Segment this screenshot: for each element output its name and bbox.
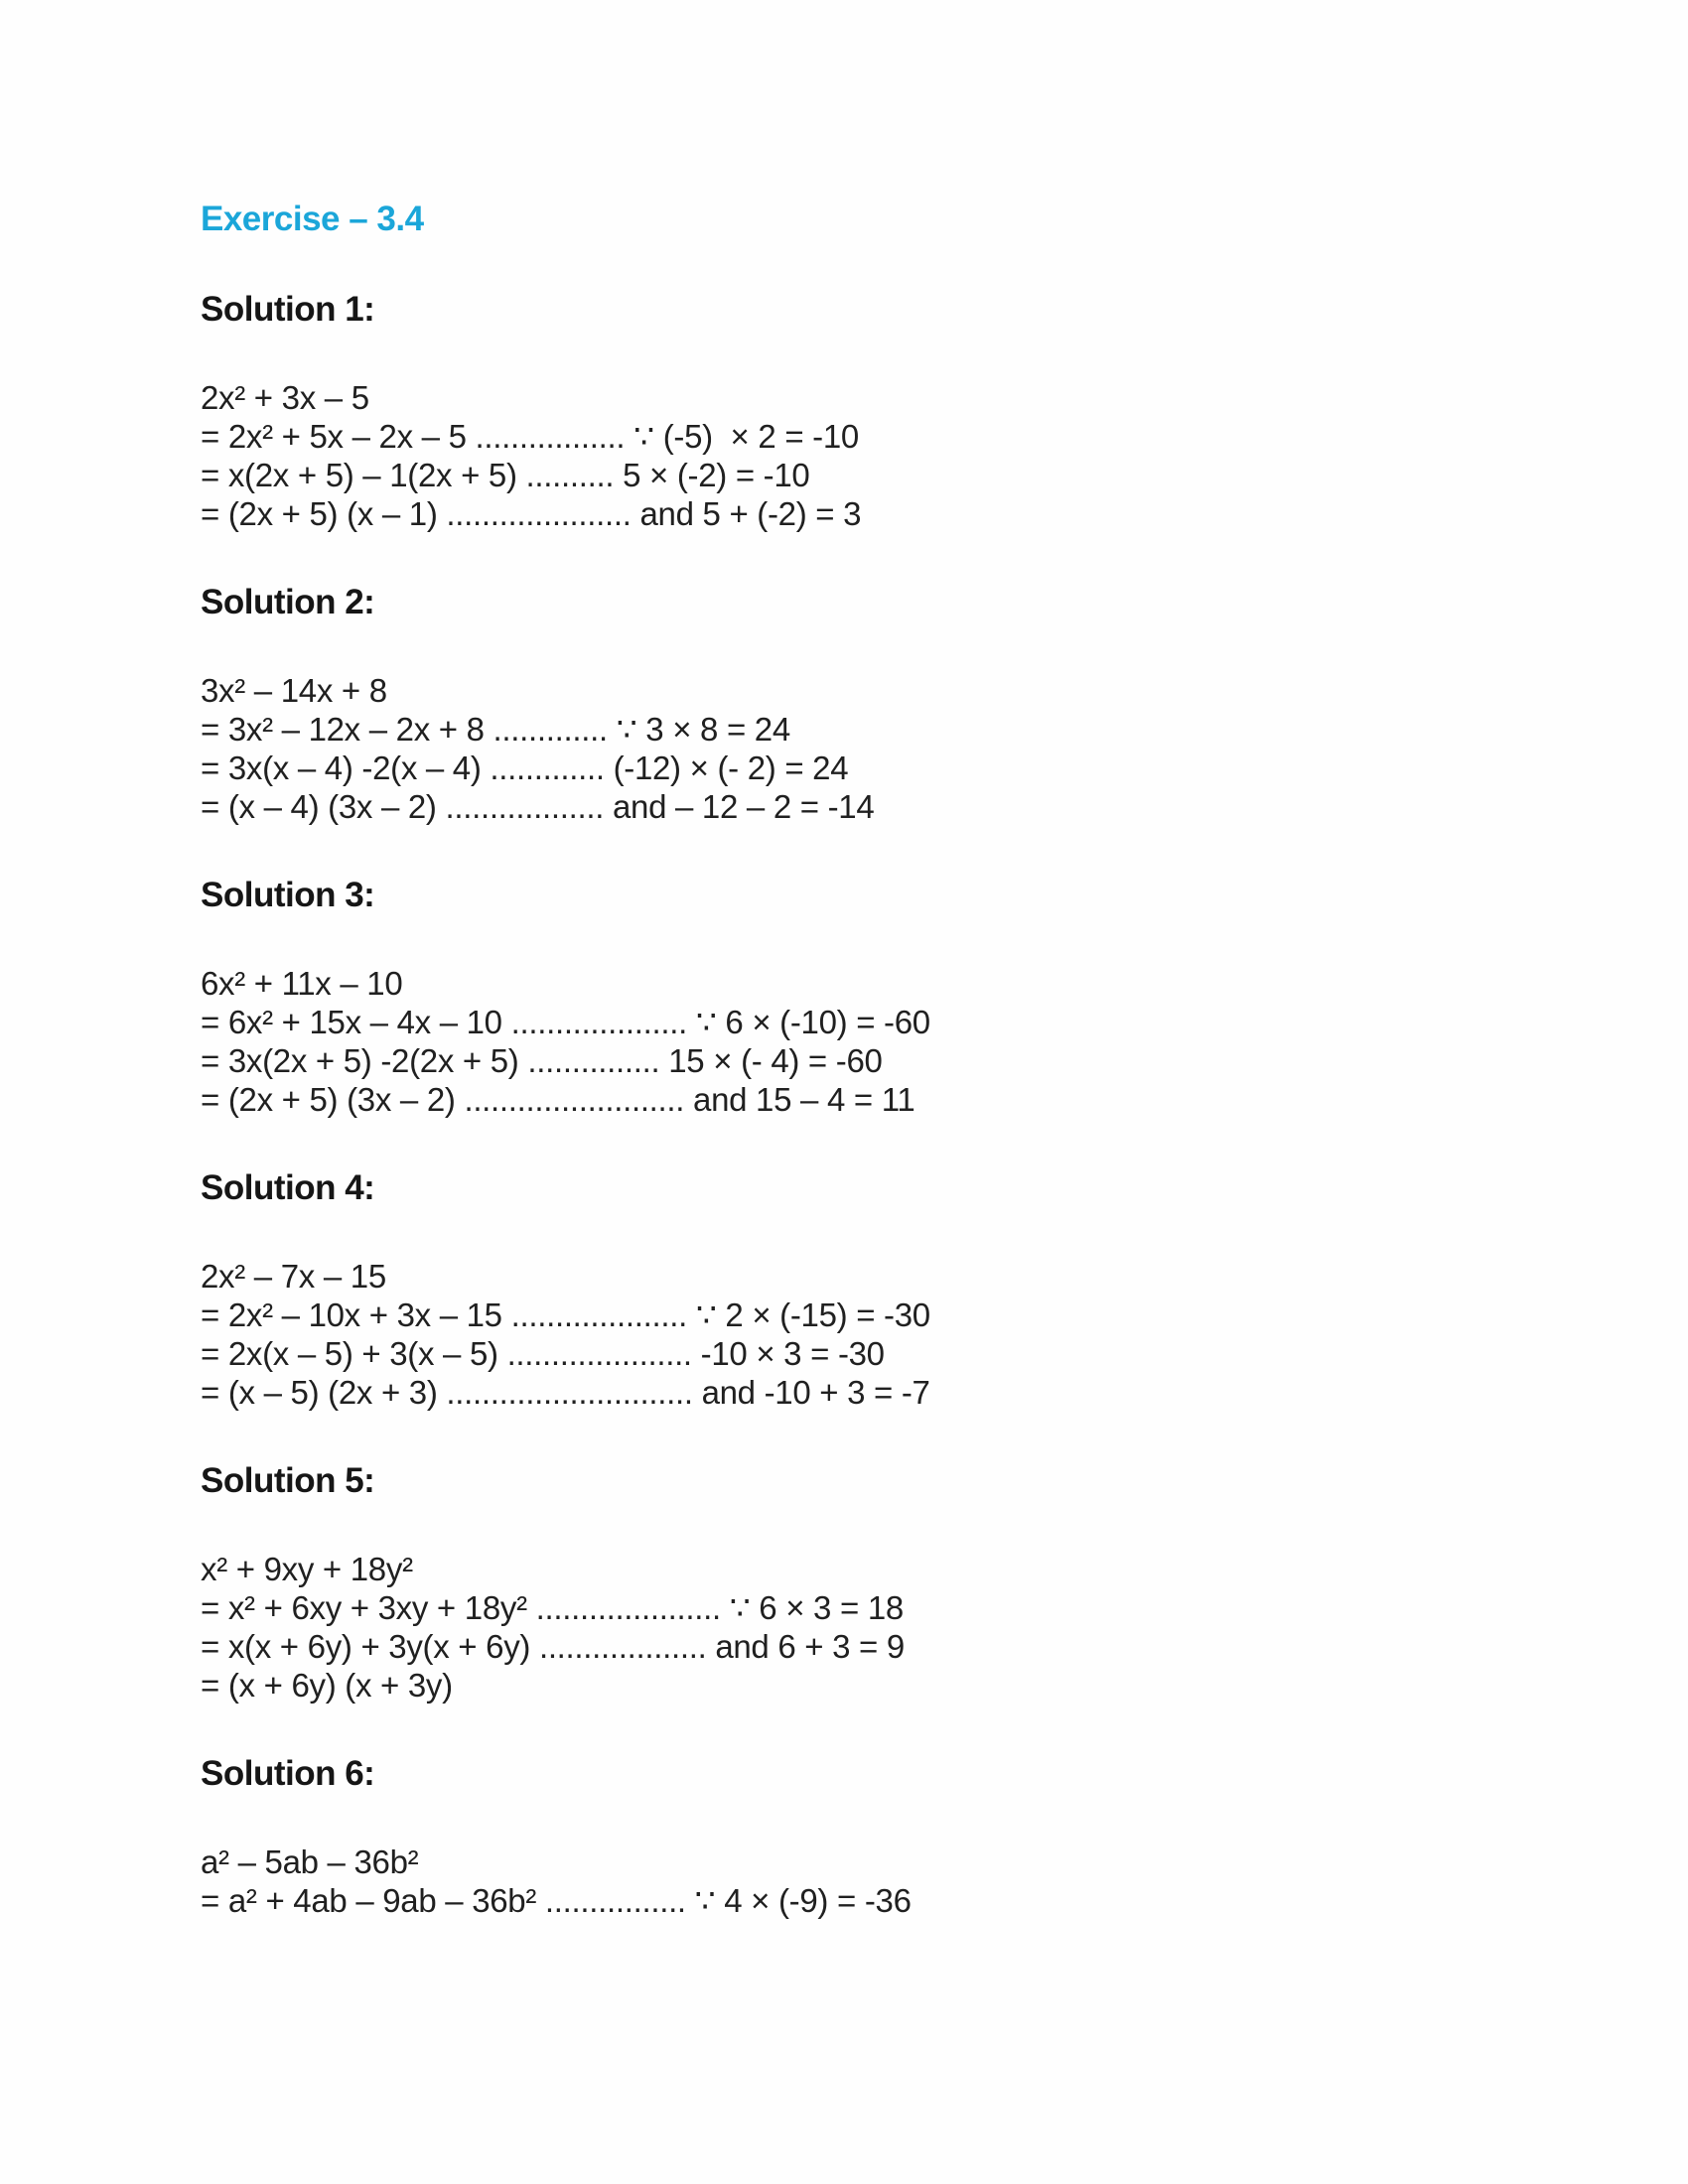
math-line: = (x – 4) (3x – 2) .................. and – 12 – 2 = -14 bbox=[201, 788, 875, 825]
document-content bbox=[201, 0, 1452, 1920]
math-line: = (x + 6y) (x + 3y) bbox=[201, 1667, 453, 1704]
solution-lines bbox=[201, 1257, 1452, 1412]
solution-section-2 bbox=[201, 582, 1452, 826]
math-line: = 3x² – 12x – 2x + 8 ............. ∵ 3 × 8 = 24 bbox=[201, 711, 790, 748]
math-line: 2x² + 3x – 5 bbox=[201, 379, 369, 416]
solution-heading: Solution 6: bbox=[201, 1754, 375, 1793]
math-line: 3x² – 14x + 8 bbox=[201, 672, 387, 709]
math-line: 6x² + 11x – 10 bbox=[201, 965, 403, 1002]
math-line: = 2x² + 5x – 2x – 5 ................. ∵ (-5) × 2 = -10 bbox=[201, 418, 859, 455]
math-line: = 2x² – 10x + 3x – 15 .................... ∵ 2 × (-15) = -30 bbox=[201, 1297, 930, 1333]
solution-section-5 bbox=[201, 1460, 1452, 1705]
math-line: = x² + 6xy + 3xy + 18y² ..................... ∵ 6 × 3 = 18 bbox=[201, 1589, 904, 1626]
math-line: = 3x(2x + 5) -2(2x + 5) ............... 15 × (- 4) = -60 bbox=[201, 1042, 883, 1079]
math-line: = 3x(x – 4) -2(x – 4) ............. (-12) × (- 2) = 24 bbox=[201, 750, 849, 786]
solution-section-1 bbox=[201, 289, 1452, 533]
math-line: = x(x + 6y) + 3y(x + 6y) ................... and 6 + 3 = 9 bbox=[201, 1628, 905, 1665]
math-line: 2x² – 7x – 15 bbox=[201, 1258, 386, 1295]
solution-lines bbox=[201, 378, 1452, 533]
solution-section-3 bbox=[201, 875, 1452, 1119]
math-line: = x(2x + 5) – 1(2x + 5) .......... 5 × (-2) = -10 bbox=[201, 457, 810, 493]
solution-lines bbox=[201, 1550, 1452, 1705]
solution-heading: Solution 5: bbox=[201, 1461, 375, 1500]
math-line: = (x – 5) (2x + 3) ............................ and -10 + 3 = -7 bbox=[201, 1374, 930, 1411]
solution-section-4 bbox=[201, 1167, 1452, 1412]
solution-heading: Solution 3: bbox=[201, 876, 375, 914]
math-line: = 6x² + 15x – 4x – 10 .................... ∵ 6 × (-10) = -60 bbox=[201, 1004, 930, 1040]
solution-heading: Solution 2: bbox=[201, 583, 375, 621]
solution-lines bbox=[201, 964, 1452, 1119]
solution-heading: Solution 4: bbox=[201, 1168, 375, 1207]
solution-heading: Solution 1: bbox=[201, 290, 375, 329]
math-line: = (2x + 5) (3x – 2) ......................... and 15 – 4 = 11 bbox=[201, 1081, 915, 1118]
math-line: x² + 9xy + 18y² bbox=[201, 1551, 413, 1587]
math-line: a² – 5ab – 36b² bbox=[201, 1843, 419, 1880]
solution-lines bbox=[201, 671, 1452, 826]
math-line: = 2x(x – 5) + 3(x – 5) ..................... -10 × 3 = -30 bbox=[201, 1335, 885, 1372]
solution-section-6 bbox=[201, 1753, 1452, 1920]
exercise-title: Exercise – 3.4 bbox=[201, 200, 424, 238]
math-line: = (2x + 5) (x – 1) ..................... and 5 + (-2) = 3 bbox=[201, 495, 862, 532]
solution-lines bbox=[201, 1843, 1452, 1920]
math-line: = a² + 4ab – 9ab – 36b² ................ ∵ 4 × (-9) = -36 bbox=[201, 1882, 912, 1919]
